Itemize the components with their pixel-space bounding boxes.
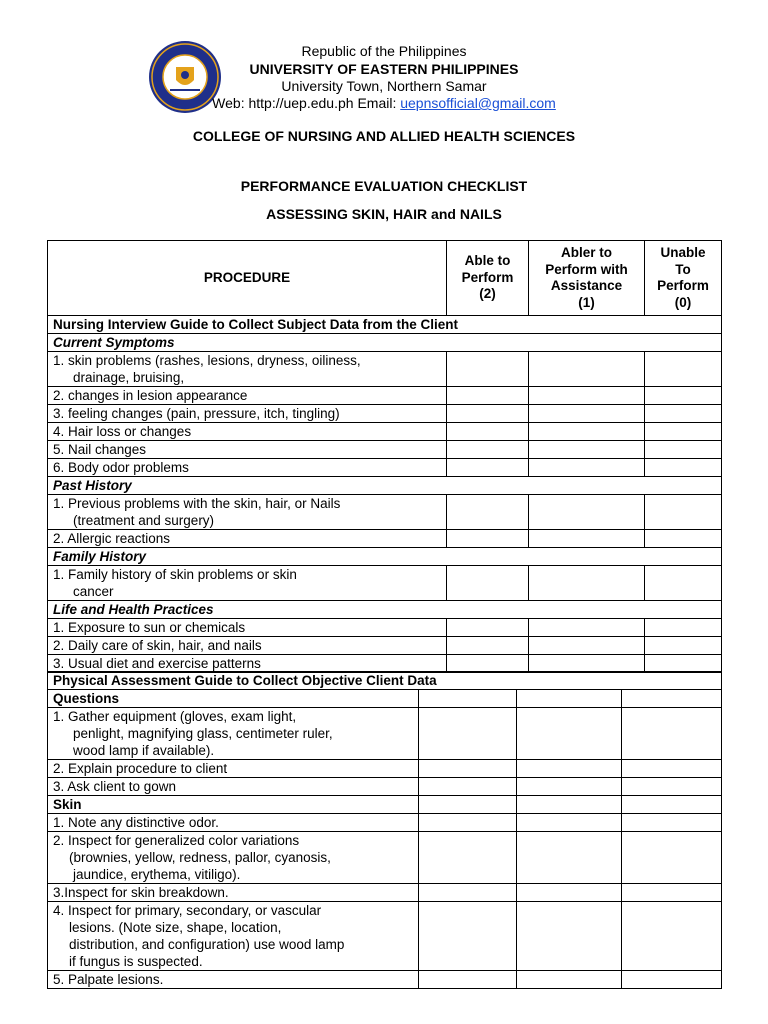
contact-line bbox=[0, 95, 768, 111]
score-cell[interactable] bbox=[517, 708, 622, 760]
score-cell[interactable] bbox=[529, 566, 645, 601]
procedure-item: 2. changes in lesion appearance bbox=[48, 387, 447, 405]
procedure-item: 2. Daily care of skin, hair, and nails bbox=[48, 637, 447, 655]
score-cell[interactable] bbox=[517, 778, 622, 796]
score-cell[interactable] bbox=[419, 884, 517, 902]
procedure-item: 4. Inspect for primary, secondary, or vascular lesions. (Note size, shape, location, distribution, and configuration) use wood lamp if fungus is suspected. bbox=[48, 902, 419, 971]
score-cell[interactable] bbox=[419, 760, 517, 778]
score-cell[interactable] bbox=[645, 352, 722, 387]
score-cell[interactable] bbox=[645, 387, 722, 405]
score-cell[interactable] bbox=[419, 690, 517, 708]
table-row bbox=[48, 441, 722, 459]
web-text: Web: http://uep.edu.ph Email: bbox=[212, 95, 401, 111]
email-link[interactable]: uepnsofficial@gmail.com bbox=[400, 95, 556, 111]
score-cell[interactable] bbox=[529, 352, 645, 387]
score-cell[interactable] bbox=[517, 884, 622, 902]
table-row bbox=[48, 884, 722, 902]
score-cell[interactable] bbox=[529, 619, 645, 637]
table-row bbox=[48, 690, 722, 708]
procedure-item: 3. feeling changes (pain, pressure, itch, tingling) bbox=[48, 405, 447, 423]
score-cell[interactable] bbox=[447, 637, 529, 655]
score-cell[interactable] bbox=[529, 459, 645, 477]
subsection-heading: Questions bbox=[48, 690, 419, 708]
table-row bbox=[48, 530, 722, 548]
university-address: University Town, Northern Samar bbox=[281, 78, 487, 94]
interview-checklist-table bbox=[47, 240, 722, 673]
procedure-item: 5. Palpate lesions. bbox=[48, 971, 419, 989]
score-cell[interactable] bbox=[622, 814, 722, 832]
score-cell[interactable] bbox=[622, 690, 722, 708]
score-cell[interactable] bbox=[622, 760, 722, 778]
score-cell[interactable] bbox=[419, 778, 517, 796]
score-cell[interactable] bbox=[517, 760, 622, 778]
procedure-item: 1. Previous problems with the skin, hair, or Nails (treatment and surgery) bbox=[48, 495, 447, 530]
score-cell[interactable] bbox=[517, 971, 622, 989]
table-row bbox=[48, 832, 722, 884]
score-cell[interactable] bbox=[645, 459, 722, 477]
subsection-heading: Life and Health Practices bbox=[48, 601, 722, 619]
assistance-header: Abler to Perform with Assistance (1) bbox=[529, 241, 645, 316]
section-heading: Physical Assessment Guide to Collect Objective Client Data bbox=[48, 672, 722, 690]
score-cell[interactable] bbox=[447, 655, 529, 673]
table-row bbox=[48, 902, 722, 971]
score-cell[interactable] bbox=[447, 566, 529, 601]
subsection-heading: Past History bbox=[48, 477, 722, 495]
table-row bbox=[48, 814, 722, 832]
republic-line: Republic of the Philippines bbox=[301, 43, 467, 59]
score-cell[interactable] bbox=[622, 796, 722, 814]
procedure-item: 1. Family history of skin problems or skin cancer bbox=[48, 566, 447, 601]
procedure-item: 3. Ask client to gown bbox=[48, 778, 419, 796]
score-cell[interactable] bbox=[645, 655, 722, 673]
able-header: Able to Perform (2) bbox=[447, 241, 529, 316]
document-subtitle: ASSESSING SKIN, HAIR and NAILS bbox=[266, 206, 502, 222]
score-cell[interactable] bbox=[529, 637, 645, 655]
score-cell[interactable] bbox=[645, 495, 722, 530]
table-row bbox=[48, 796, 722, 814]
procedure-item: 5. Nail changes bbox=[48, 441, 447, 459]
score-cell[interactable] bbox=[622, 708, 722, 760]
score-cell[interactable] bbox=[622, 832, 722, 884]
table-row bbox=[48, 619, 722, 637]
procedure-item: 1. Exposure to sun or chemicals bbox=[48, 619, 447, 637]
table-row bbox=[48, 708, 722, 760]
table-row bbox=[48, 566, 722, 601]
score-cell[interactable] bbox=[622, 778, 722, 796]
score-cell[interactable] bbox=[517, 814, 622, 832]
score-cell[interactable] bbox=[447, 619, 529, 637]
score-cell[interactable] bbox=[645, 423, 722, 441]
subsection-heading: Skin bbox=[48, 796, 419, 814]
score-cell[interactable] bbox=[529, 530, 645, 548]
score-cell[interactable] bbox=[419, 971, 517, 989]
procedure-item: 2. Inspect for generalized color variations (brownies, yellow, redness, pallor, cyanosis, jaundice, erythema, vitiligo). bbox=[48, 832, 419, 884]
score-cell[interactable] bbox=[419, 902, 517, 971]
score-cell[interactable] bbox=[447, 495, 529, 530]
score-cell[interactable] bbox=[447, 387, 529, 405]
score-cell[interactable] bbox=[517, 902, 622, 971]
score-cell[interactable] bbox=[419, 832, 517, 884]
score-cell[interactable] bbox=[419, 814, 517, 832]
score-cell[interactable] bbox=[447, 530, 529, 548]
table-row bbox=[48, 405, 722, 423]
score-cell[interactable] bbox=[517, 796, 622, 814]
unable-header: Unable To Perform (0) bbox=[645, 241, 722, 316]
score-cell[interactable] bbox=[645, 405, 722, 423]
score-cell[interactable] bbox=[622, 884, 722, 902]
score-cell[interactable] bbox=[529, 441, 645, 459]
document-title: PERFORMANCE EVALUATION CHECKLIST bbox=[240, 178, 528, 194]
table-row bbox=[48, 637, 722, 655]
score-cell[interactable] bbox=[645, 441, 722, 459]
score-cell[interactable] bbox=[419, 708, 517, 760]
score-cell[interactable] bbox=[529, 423, 645, 441]
score-cell[interactable] bbox=[622, 902, 722, 971]
procedure-item: 4. Hair loss or changes bbox=[48, 423, 447, 441]
procedure-item: 1. Note any distinctive odor. bbox=[48, 814, 419, 832]
table-row bbox=[48, 495, 722, 530]
table-row bbox=[48, 423, 722, 441]
procedure-item: 1. Gather equipment (gloves, exam light, penlight, magnifying glass, centimeter ruler, wood lamp if available). bbox=[48, 708, 419, 760]
table-row bbox=[48, 459, 722, 477]
score-cell[interactable] bbox=[529, 387, 645, 405]
table-row bbox=[48, 352, 722, 387]
score-cell[interactable] bbox=[645, 566, 722, 601]
procedure-item: 2. Allergic reactions bbox=[48, 530, 447, 548]
procedure-item: 6. Body odor problems bbox=[48, 459, 447, 477]
procedure-item: 3.Inspect for skin breakdown. bbox=[48, 884, 419, 902]
score-cell[interactable] bbox=[529, 495, 645, 530]
score-cell[interactable] bbox=[517, 690, 622, 708]
procedure-header: PROCEDURE bbox=[48, 241, 447, 316]
score-cell[interactable] bbox=[622, 971, 722, 989]
physical-assessment-table bbox=[47, 671, 722, 989]
table-row bbox=[48, 971, 722, 989]
subsection-heading: Current Symptoms bbox=[48, 334, 722, 352]
university-name: UNIVERSITY OF EASTERN PHILIPPINES bbox=[249, 61, 519, 77]
score-cell[interactable] bbox=[517, 832, 622, 884]
score-cell[interactable] bbox=[645, 619, 722, 637]
score-cell[interactable] bbox=[447, 459, 529, 477]
section-heading: Nursing Interview Guide to Collect Subject Data from the Client bbox=[48, 316, 722, 334]
table-row bbox=[48, 760, 722, 778]
score-cell[interactable] bbox=[645, 530, 722, 548]
table-row bbox=[48, 778, 722, 796]
subsection-heading: Family History bbox=[48, 548, 722, 566]
procedure-item: 2. Explain procedure to client bbox=[48, 760, 419, 778]
college-name: COLLEGE OF NURSING AND ALLIED HEALTH SCIENCES bbox=[192, 128, 576, 144]
score-cell[interactable] bbox=[645, 637, 722, 655]
score-cell[interactable] bbox=[529, 405, 645, 423]
procedure-item: 3. Usual diet and exercise patterns bbox=[48, 655, 447, 673]
score-cell[interactable] bbox=[419, 796, 517, 814]
procedure-item: 1. skin problems (rashes, lesions, dryness, oiliness, drainage, bruising, bbox=[48, 352, 447, 387]
score-cell[interactable] bbox=[447, 352, 529, 387]
score-cell[interactable] bbox=[447, 423, 529, 441]
score-cell[interactable] bbox=[447, 405, 529, 423]
score-cell[interactable] bbox=[447, 441, 529, 459]
score-cell[interactable] bbox=[529, 655, 645, 673]
table-row bbox=[48, 655, 722, 673]
table-row bbox=[48, 387, 722, 405]
